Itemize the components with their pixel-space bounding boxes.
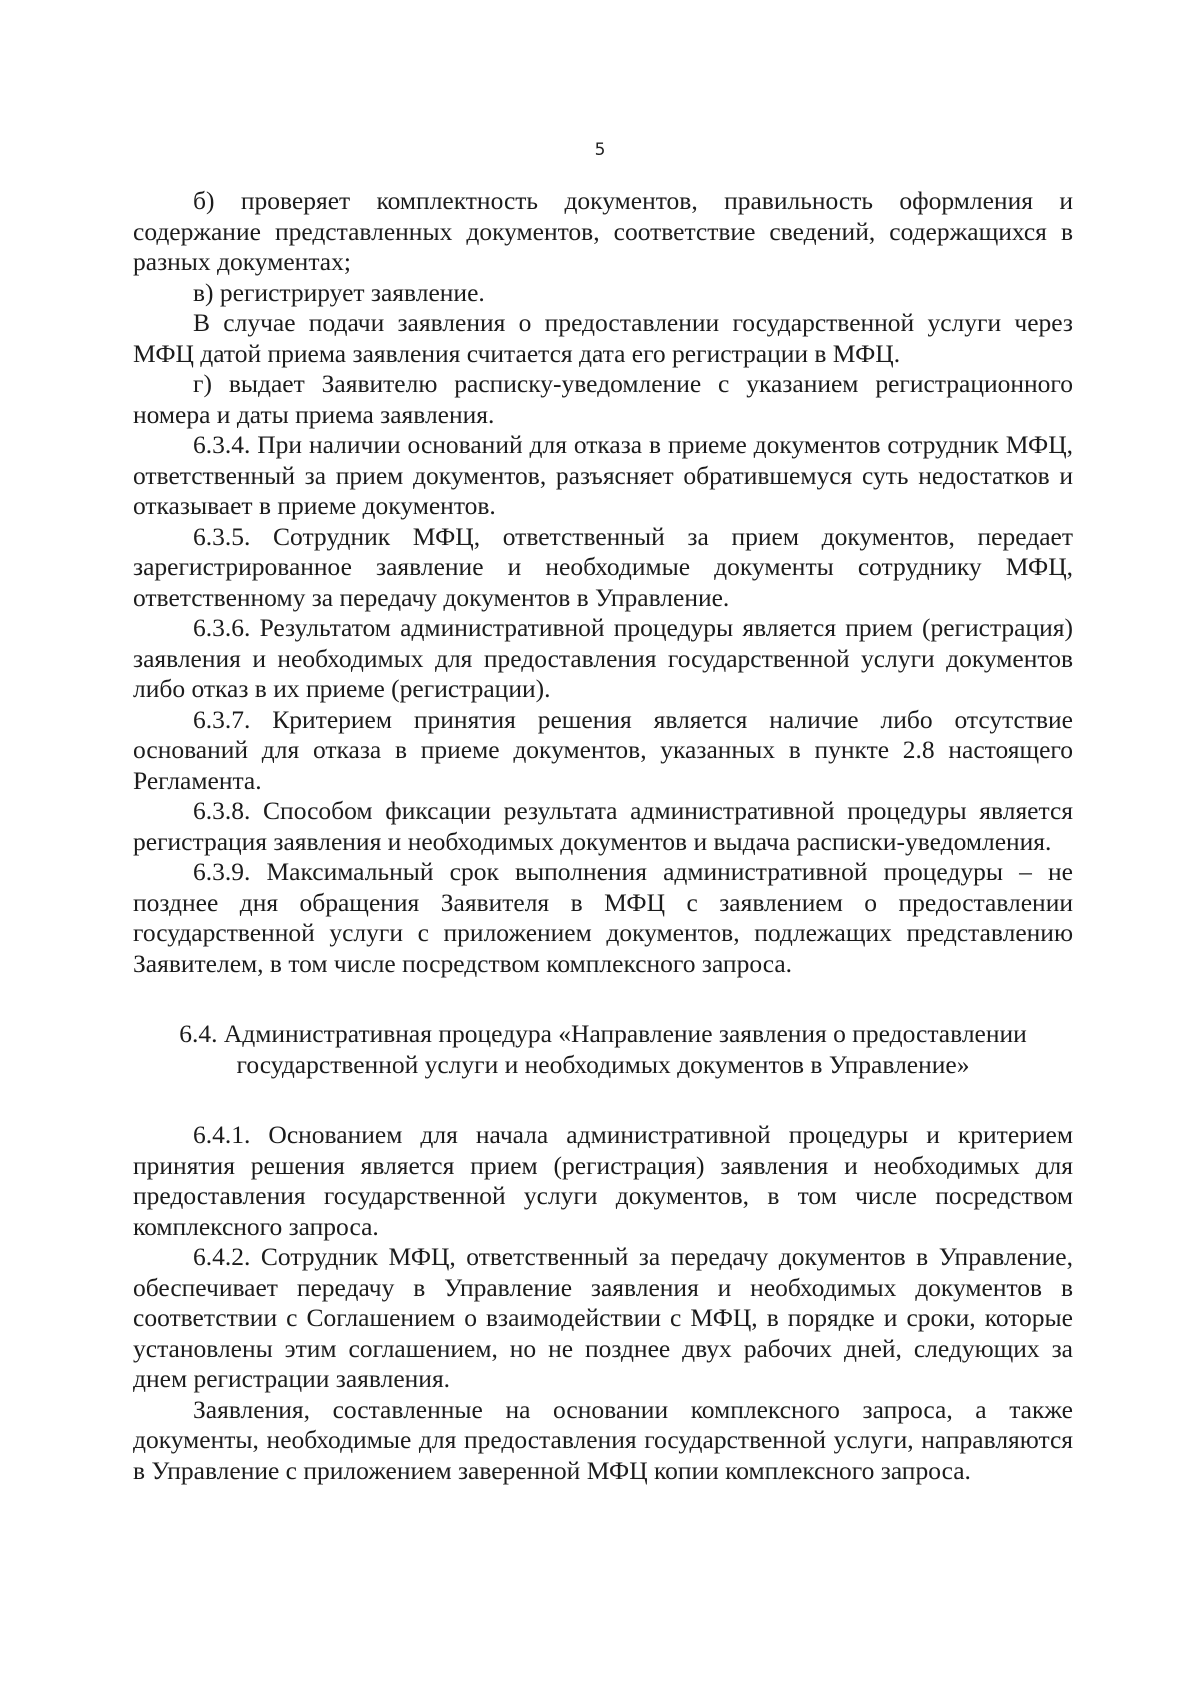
section-heading-6-4: 6.4. Административная процедура «Направление заявления о предоставлении государственной услуги и необходимых документов в Управление» <box>179 1019 1027 1079</box>
paragraph-v-registers: в) регистрирует заявление. <box>193 277 485 307</box>
document-body <box>133 186 1073 1486</box>
paragraph-6-3-6: 6.3.6. Результатом административной процедуры является прием (регистрация) заявления и необходимых для предоставления государственной услуги документов либо отказ в их приеме (регистрации). <box>133 613 1073 703</box>
page-number: 5 <box>594 140 606 160</box>
paragraph-6-4-2: 6.4.2. Сотрудник МФЦ, ответственный за передачу документов в Управление, обеспечивает передачу в Управление заявления и необходимых документов в соответствии с Соглашением о взаимодействии с МФЦ, в порядке и сроки, которые установлены этим соглашением, но не позднее двух рабочих дней, следующих за днем регистрации заявления. <box>133 1242 1073 1393</box>
paragraph-registration-date: В случае подачи заявления о предоставлении государственной услуги через МФЦ датой приема заявления считается дата его регистрации в МФЦ. <box>133 308 1073 368</box>
paragraph-6-3-7: 6.3.7. Критерием принятия решения является наличие либо отсутствие оснований для отказа в приеме документов, указанных в пункте 2.8 настоящего Регламента. <box>133 704 1073 795</box>
paragraph-complex-request: Заявления, составленные на основании комплексного запроса, а также документы, необходимые для предоставления государственной услуги, направляются в Управление с приложением заверенной МФЦ копии комплексного запроса. <box>133 1394 1073 1485</box>
paragraph-6-3-5: 6.3.5. Сотрудник МФЦ, ответственный за прием документов, передает зарегистрированное заявление и необходимые документы сотруднику МФЦ, ответственному за передачу документов в Управление. <box>133 521 1073 612</box>
paragraph-6-4-1: 6.4.1. Основанием для начала административной процедуры и критерием принятия решения является прием (регистрация) заявления и необходимых для предоставления государственной услуги документов, в том числе посредством комплексного запроса. <box>133 1120 1073 1241</box>
paragraph-6-3-4: 6.3.4. При наличии оснований для отказа в приеме документов сотрудник МФЦ, ответственный за прием документов, разъясняет обратившемуся суть недостатков и отказывает в приеме документов. <box>133 430 1073 520</box>
paragraph-6-3-9: 6.3.9. Максимальный срок выполнения административной процедуры – не позднее дня обращения Заявителя в МФЦ с заявлением о предоставлении государственной услуги с приложением документов, подлежащих представлению Заявителем, в том числе посредством комплексного запроса. <box>133 857 1073 978</box>
paragraph-g-issues-receipt: г) выдает Заявителю расписку-уведомление с указанием регистрационного номера и даты приема заявления. <box>133 369 1073 429</box>
paragraph-b-checks-completeness: б) проверяет комплектность документов, правильность оформления и содержание представленных документов, соответствие сведений, содержащихся в разных документах; <box>133 186 1073 276</box>
paragraph-6-3-8: 6.3.8. Способом фиксации результата административной процедуры является регистрация заявления и необходимых документов и выдача расписки-уведомления. <box>133 796 1073 856</box>
